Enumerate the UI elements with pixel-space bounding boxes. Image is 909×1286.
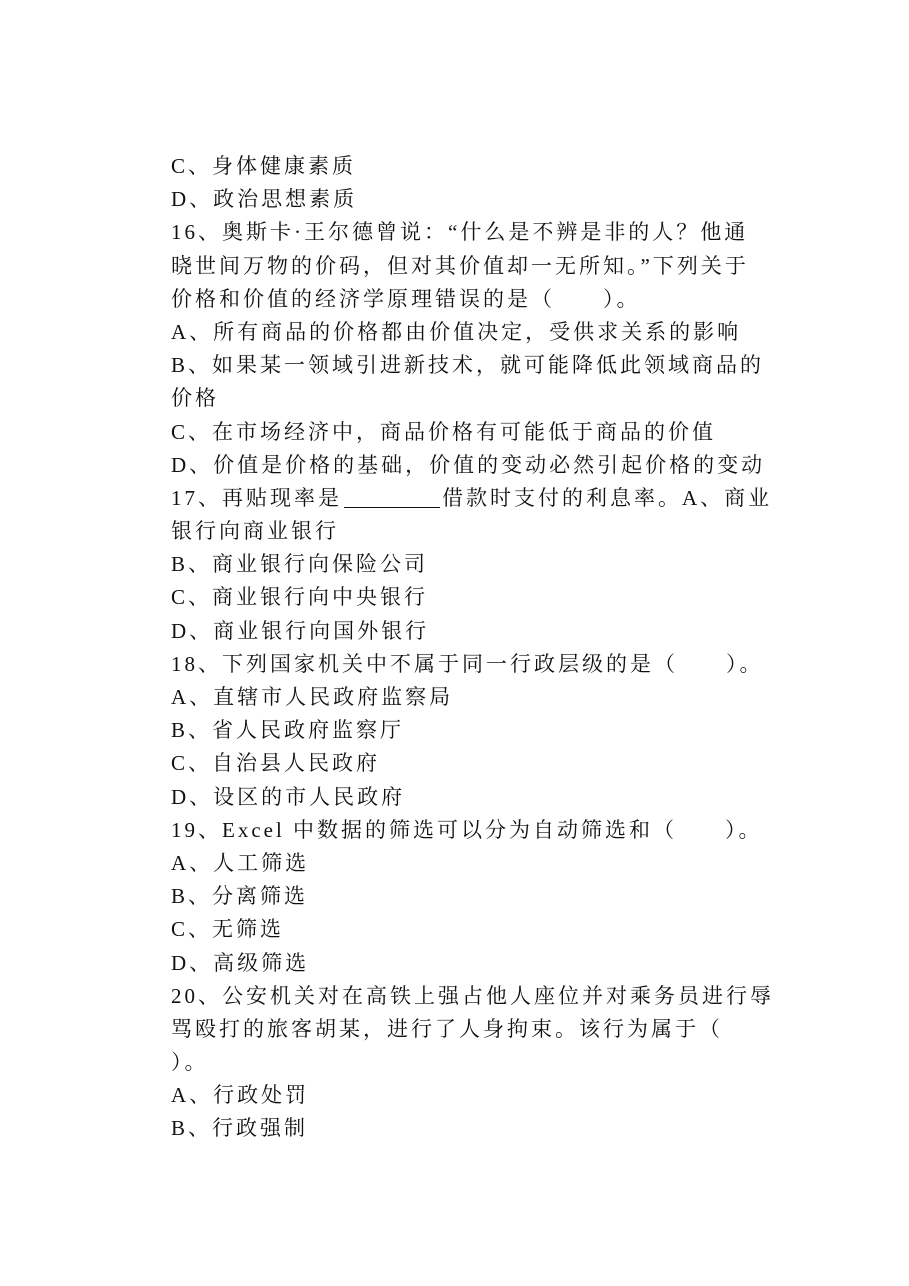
option-b-q20: B、行政强制 [171, 1116, 309, 1141]
question-20-line-2: 骂殴打的旅客胡某，进行了人身拘束。该行为属于（ [171, 1016, 723, 1041]
option-d-q17: D、商业银行向国外银行 [171, 618, 430, 643]
option-c-q19: C、无筛选 [171, 917, 285, 942]
question-20-line-1: 20、公安机关对在高铁上强占他人座位并对乘务员进行辱 [171, 983, 774, 1008]
option-c-q16: C、在市场经济中，商品价格有可能低于商品的价值 [171, 419, 717, 444]
question-18: 18、下列国家机关中不属于同一行政层级的是（ ）。 [171, 651, 764, 676]
question-16-line-2: 晓世间万物的价码，但对其价值却一无所知。”下列关于 [171, 253, 749, 278]
question-17-line-1 [171, 482, 801, 515]
option-a-q20: A、行政处罚 [171, 1083, 310, 1108]
fill-in-blank [344, 485, 440, 508]
question-17-text-after: 借款时支付的利息率。A、商业 [442, 485, 773, 510]
option-a-q18: A、直辖市人民政府监察局 [171, 685, 454, 709]
option-d-q15: D、政治思想素质 [171, 187, 358, 212]
option-c-q18: C、自治县人民政府 [171, 751, 381, 776]
document-body [171, 150, 801, 1146]
option-b-q18: B、省人民政府监察厅 [171, 718, 405, 743]
question-20-line-3: ）。 [171, 1050, 209, 1075]
option-c-q17: C、商业银行向中央银行 [171, 585, 429, 610]
option-b-q19: B、分离筛选 [171, 884, 309, 909]
question-17-line-2: 银行向商业银行 [171, 519, 339, 544]
question-16-line-1: 16、奥斯卡·王尔德曾说：“什么是不辨是非的人？他通 [171, 220, 749, 245]
question-16-line-3: 价格和价值的经济学原理错误的是（ ）。 [171, 286, 641, 311]
question-19: 19、Excel 中数据的筛选可以分为自动筛选和（ ）。 [171, 817, 763, 842]
question-17-text-before: 17、再贴现率是 [171, 485, 342, 510]
option-b-q16-line-1: B、如果某一领域引进新技术，就可能降低此领域商品的 [171, 353, 765, 378]
option-c-q15: C、身体健康素质 [171, 154, 357, 178]
option-d-q18: D、设区的市人民政府 [171, 784, 406, 809]
option-a-q16: A、所有商品的价格都由价值决定，受供求关系的影响 [171, 319, 742, 344]
option-d-q16: D、价值是价格的基础，价值的变动必然引起价格的变动 [171, 452, 766, 477]
option-b-q17: B、商业银行向保险公司 [171, 552, 429, 577]
option-a-q19: A、人工筛选 [171, 850, 310, 875]
option-d-q19: D、高级筛选 [171, 950, 310, 975]
option-b-q16-line-2: 价格 [171, 386, 219, 411]
